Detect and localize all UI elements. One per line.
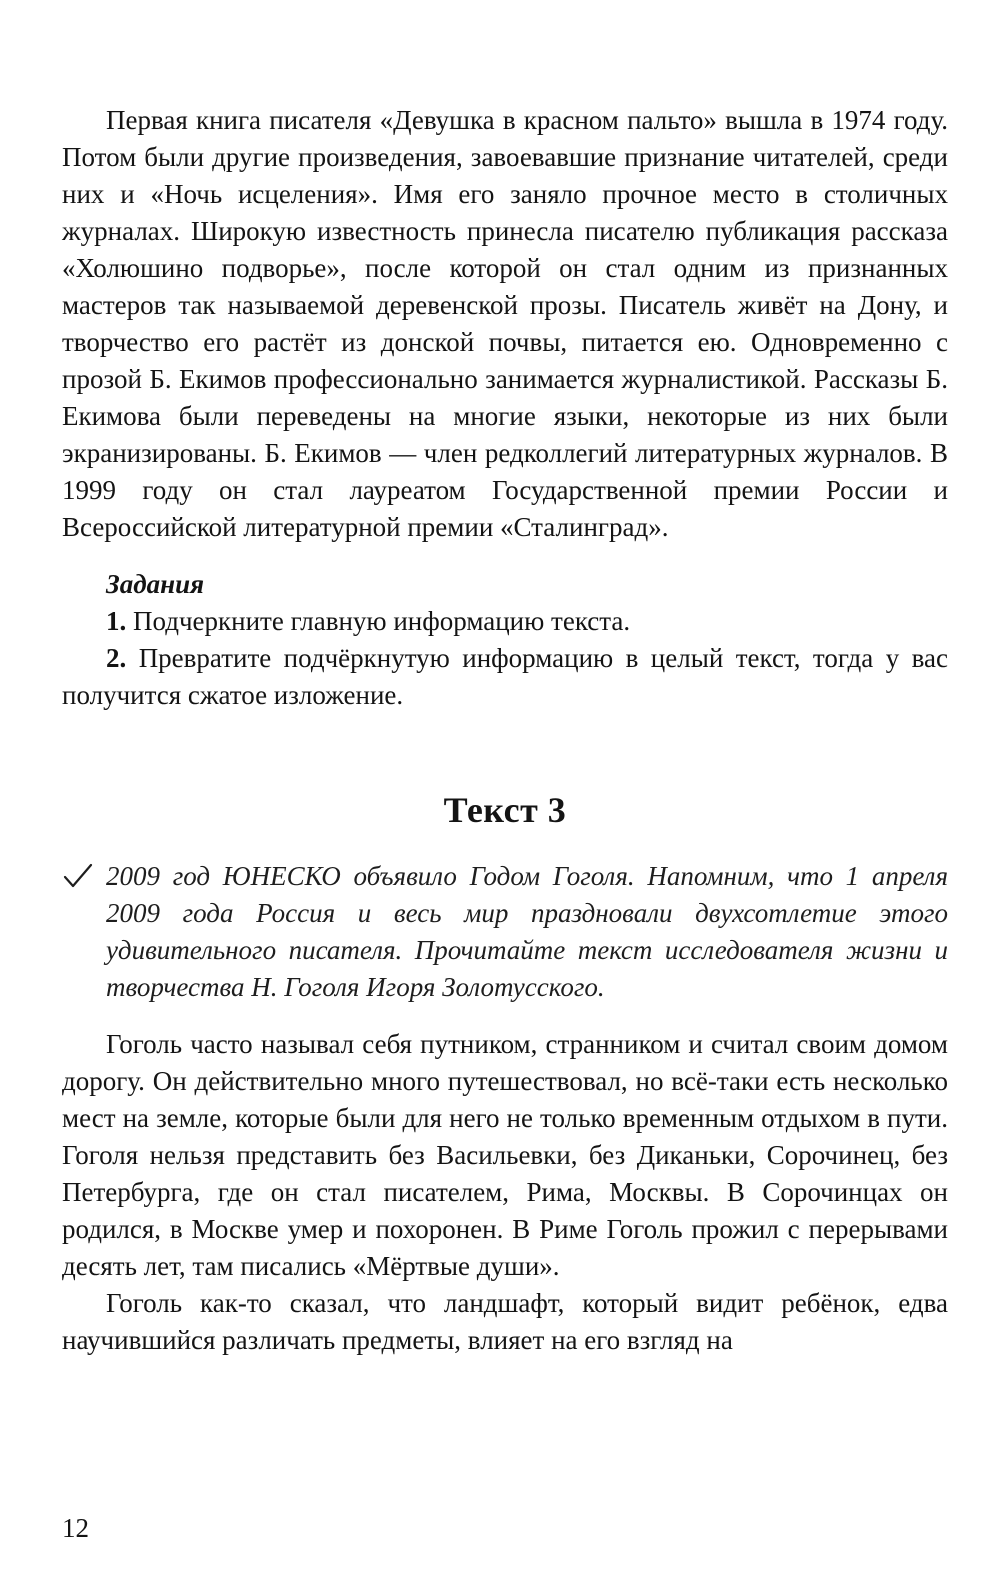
intro-text: 2009 год ЮНЕСКО объявило Годом Гоголя. Напомним, что 1 апреля 2009 года Россия и весь мир праздновали двухсотлетие этого удивительного писателя. Прочитайте текст исследователя жизни и творчества Н. Гоголя Игоря Золотусского. <box>106 861 948 1002</box>
page-content <box>62 96 948 1359</box>
tasks-heading: Задания <box>106 569 205 599</box>
task-item-2 <box>62 640 948 714</box>
body-paragraph-gogol-2: Гоголь как-то сказал, что ландшафт, который видит ребёнок, едва научившийся различать предметы, влияет на его взгляд на <box>62 1288 948 1355</box>
body-paragraph-ekimov: Первая книга писателя «Девушка в красном пальто» вышла в 1974 году. Потом были другие произведения, завоевавшие признание читателей, среди них и «Ночь исцеления». Имя его заняло прочное место в столичных журналах. Широкую известность принесла писателю публикация рассказа «Холюшино подворье», после которой он стал одним из признанных мастеров так называемой деревенской прозы. Писатель живёт на Дону, и творчество его растёт из донской почвы, питается ею. Одновременно с прозой Б. Екимов профессионально занимается журналистикой. Рассказы Б. Екимова были переведены на многие языки, некоторые из них были экранизированы. Б. Екимов — член редколлегий литературных журналов. В 1999 году он стал лауреатом Государственной премии России и Всероссийской литературной премии «Сталинград». <box>62 105 948 542</box>
checkmark-icon <box>62 862 94 890</box>
task-text-2: Превратите подчёркнутую информацию в целый текст, тогда у вас получится сжатое изложение. <box>62 643 949 710</box>
page-number: 12 <box>62 1513 89 1543</box>
intro-block <box>62 858 948 1006</box>
section-title: Текст 3 <box>443 790 567 830</box>
task-item-1 <box>62 603 948 640</box>
task-number-1: 1. <box>106 606 127 636</box>
task-number-2: 2. <box>106 643 127 673</box>
body-paragraph-gogol-1: Гоголь часто называл себя путником, странником и считал своим домом дорогу. Он действительно много путешествовал, но всё-таки есть несколько мест на земле, которые были для него не только временным отдыхом в пути. Гоголя нельзя представить без Васильевки, без Диканьки, Сорочинец, без Петербурга, где он стал писателем, Рима, Москвы. В Сорочинцах он родился, в Москве умер и похоронен. В Риме Гоголь прожил с перерывами десять лет, там писались «Мёртвые души». <box>62 1029 948 1281</box>
task-text-1: Подчеркните главную информацию текста. <box>133 606 631 636</box>
